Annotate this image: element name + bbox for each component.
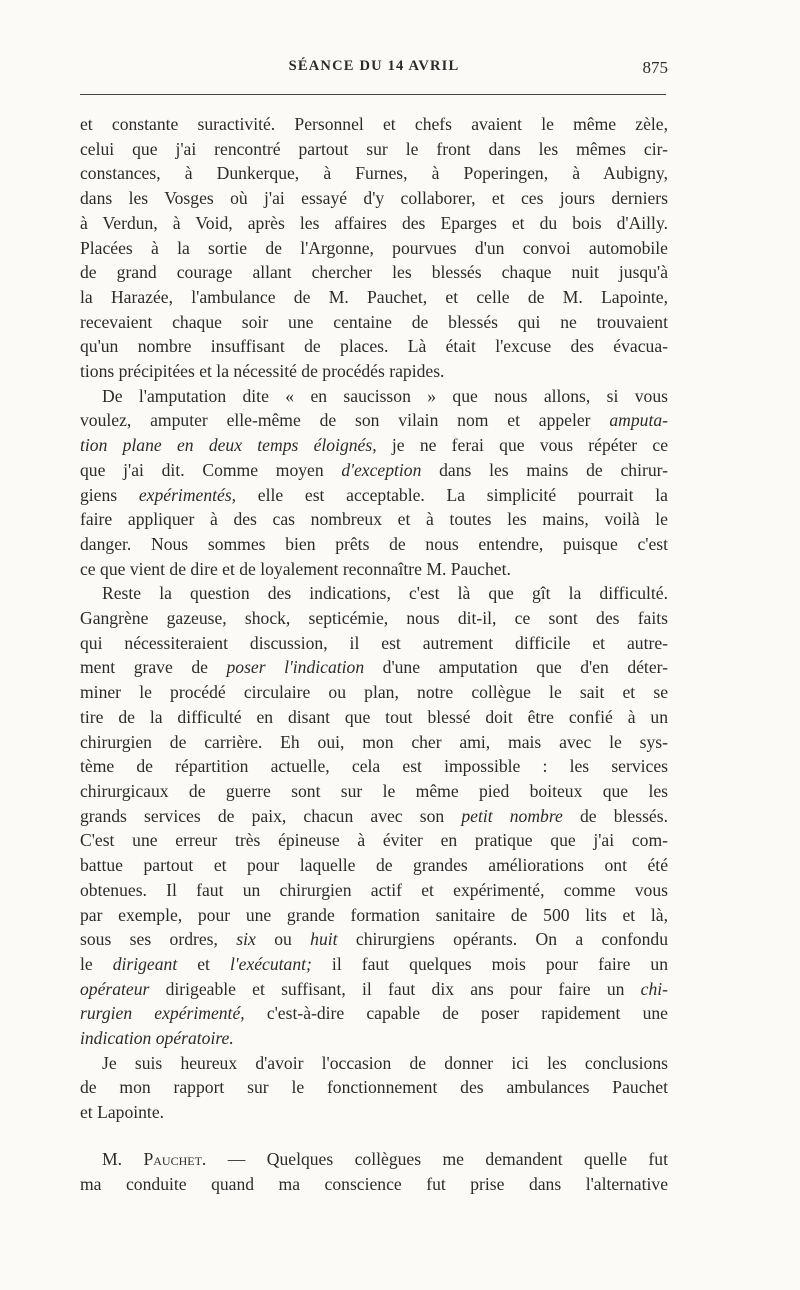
text-run: elle est acceptable. La simplicité pourrait la [236,484,668,505]
italic-run: opérateur [80,978,150,999]
text-line: par exemple, pour une grande formation sanitaire de 500 lits et là, [80,904,668,925]
paragraph-4 [80,1051,668,1125]
text-line: C'est une erreur très épineuse à éviter en pratique que j'ai com- [80,830,668,851]
text-line [80,458,668,483]
italic-run: indication opératoire. [80,1028,234,1049]
italic-run: huit [310,929,338,950]
text-line [80,977,668,1002]
text-line [80,384,668,409]
text-line: tire de la difficulté en disant que tout blessé doit être confié à un [80,706,668,727]
text-line: constances, à Dunkerque, à Furnes, à Poperingen, à Aubigny, [80,163,668,184]
text-run: dans les mains de chirur- [421,459,668,480]
text-run: ou [255,929,311,950]
text-line [80,655,668,680]
text-line [80,1001,668,1026]
text-line: miner le procédé circulaire ou plan, notre collègue le sait et se [80,682,668,703]
body-text [80,112,668,1196]
running-header [80,58,668,82]
text-line: à Verdun, à Void, après les affaires des Eparges et du bois d'Ailly. [80,212,668,233]
text-line: ma conduite quand ma conscience fut prise dans l'alternative [80,1173,668,1194]
text-run: de blessés. [562,805,668,826]
italic-run: six [236,929,256,950]
text-line: Reste la question des indications, c'est là que gît la difficulté. [102,583,668,604]
text-line: dans les Vosges où j'ai essayé d'y collaborer, et ces jours derniers [80,188,668,209]
italic-run: chi- [640,978,668,999]
italic-run: petit nombre [461,805,563,826]
text-line: qui nécessiteraient discussion, il est autrement difficile et autre- [80,632,668,653]
text-run: je ne ferai que vous répéter ce [376,435,669,456]
text-run: grands services de paix, chacun avec son [80,805,462,826]
text-line: recevaient chaque soir une centaine de blessés qui ne trouvaient [80,311,668,332]
page-number: 875 [642,58,668,77]
paragraph-5 [80,1147,668,1196]
text-run: que j'ai dit. Comme moyen [80,459,342,480]
paragraph-2 [80,384,668,582]
paragraph-1 [80,112,668,384]
italic-run: d'exception [341,459,422,480]
running-title: SÉANCE DU 14 AVRIL [288,58,460,74]
text-line: obtenues. Il faut un chirurgien actif et expérimenté, comme vous [80,879,668,900]
text-run: il faut quelques mois pour faire un [311,953,668,974]
italic-run: amputa- [609,410,668,431]
text-line: de grand courage allant chercher les blessés chaque nuit jusqu'à [80,262,668,283]
text-line: celui que j'ai rencontré partout sur le front dans les mêmes cir- [80,138,668,159]
text-line: battue partout et pour laquelle de grandes améliorations ont été [80,855,668,876]
text-run: ment grave de [80,657,227,678]
speaker-name: M. Pauchet. [102,1148,207,1169]
text-line: faire appliquer à des cas nombreux et à toutes les mains, voilà le [80,509,668,530]
text-run: — Quelques collègues me demandent quelle fut [206,1148,668,1169]
text-run: chirurgiens opérants. On a confondu [337,929,668,950]
text-run: d'une amputation que d'en déter- [364,657,668,678]
italic-run: poser l'indication [226,657,365,678]
text-line: Gangrène gazeuse, shock, septicémie, nous dit-il, ce sont des faits [80,608,668,629]
italic-run: tion plane en deux temps éloignés, [80,435,377,456]
text-line [80,433,668,458]
header-rule [80,94,666,95]
text-run: c'est-à-dire capable de poser rapidement une [244,1003,668,1024]
text-run: giens [80,484,139,505]
text-line: tions précipitées et la nécessité de procédés rapides. [80,361,445,382]
text-line: de mon rapport sur le fonctionnement des ambulances Pauchet [80,1077,668,1098]
text-run: et [177,953,230,974]
text-run: voulez, amputer elle-même de son vilain nom et appeler [80,410,610,431]
text-line: et Lapointe. [80,1102,165,1123]
text-line: danger. Nous sommes bien prêts de nous entendre, puisque c'est [80,533,668,554]
text-line: la Harazée, l'ambulance de M. Pauchet, et celle de M. Lapointe, [80,286,668,307]
text-run: le [80,953,113,974]
text-run: sous ses ordres, [80,929,237,950]
text-line: Placées à la sortie de l'Argonne, pourvues d'un convoi automobile [80,237,668,258]
text-line: Je suis heureux d'avoir l'occasion de donner ici les conclusions [102,1052,668,1073]
text-line: tème de répartition actuelle, cela est impossible : les services [80,756,668,777]
text-line [80,1147,668,1172]
text-run: dirigeable et suffisant, il faut dix ans pour faire un [149,978,641,999]
text-line: qu'un nombre insuffisant de places. Là était l'excuse des évacua- [80,336,668,357]
text-line [80,927,668,952]
text-line: chirurgien de carrière. Eh oui, mon cher ami, mais avec le sys- [80,731,668,752]
italic-run: dirigeant [112,953,178,974]
text-line [80,952,668,977]
text-line: ce que vient de dire et de loyalement reconnaître M. Pauchet. [80,558,511,579]
italic-run: rurgien expérimenté, [80,1003,245,1024]
text-line: chirurgicaux de guerre sont sur le même pied boiteux que les [80,780,668,801]
italic-run: l'exécutant; [229,953,312,974]
text-line: et constante suractivité. Personnel et chefs avaient le même zèle, [80,114,668,134]
text-line [80,408,668,433]
text-line [80,1026,668,1051]
italic-run: expérimentés, [138,484,237,505]
text-run: De l'amputation dite « en saucisson » que nous allons, si vous [102,385,668,406]
paragraph-3 [80,581,668,1050]
text-line [80,483,668,508]
text-line [80,804,668,829]
